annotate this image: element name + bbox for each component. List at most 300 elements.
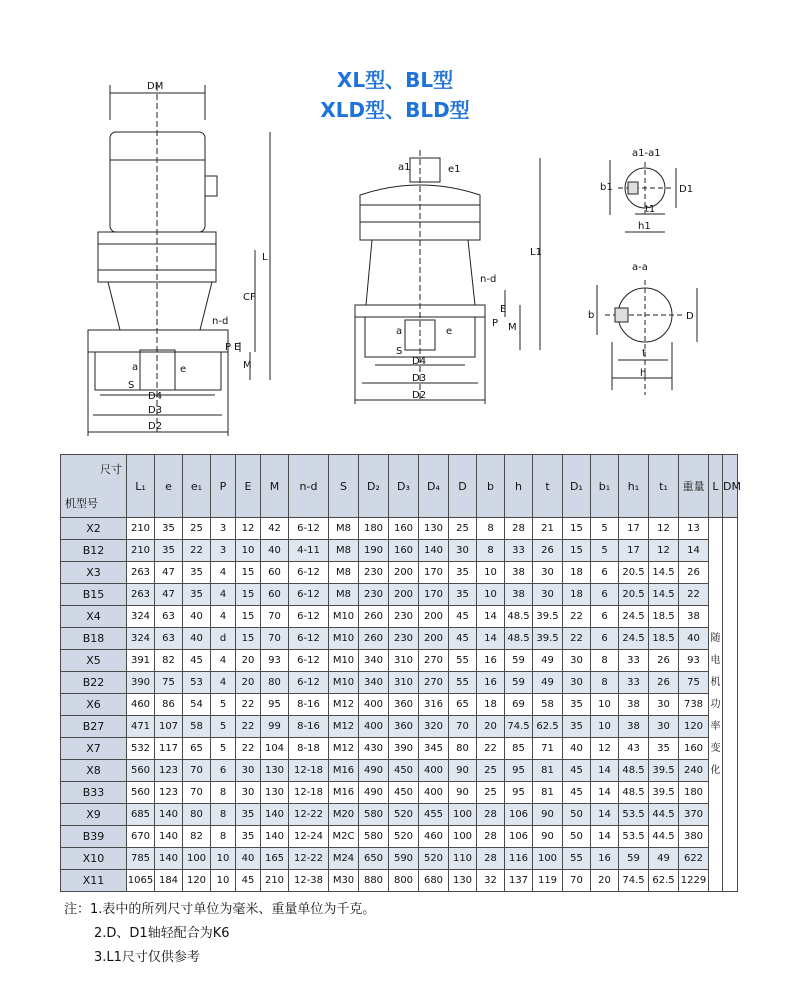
model-cell: X6 bbox=[61, 694, 127, 716]
value-cell: 340 bbox=[359, 672, 389, 694]
value-cell: 33 bbox=[619, 650, 649, 672]
value-cell: 6-12 bbox=[289, 518, 329, 540]
value-cell: 680 bbox=[419, 870, 449, 892]
value-cell: 38 bbox=[619, 694, 649, 716]
value-cell: 22 bbox=[236, 738, 261, 760]
value-cell: 20.5 bbox=[619, 562, 649, 584]
value-cell: 270 bbox=[419, 672, 449, 694]
value-cell: 15 bbox=[236, 562, 261, 584]
value-cell: 200 bbox=[419, 606, 449, 628]
value-cell: 6 bbox=[591, 628, 619, 650]
value-cell: 106 bbox=[505, 804, 533, 826]
value-cell: 430 bbox=[359, 738, 389, 760]
value-cell: 14 bbox=[591, 804, 619, 826]
value-cell: 22 bbox=[563, 606, 591, 628]
value-cell: 6 bbox=[211, 760, 236, 782]
value-cell: 270 bbox=[419, 650, 449, 672]
value-cell: 16 bbox=[477, 672, 505, 694]
value-cell: 81 bbox=[533, 760, 563, 782]
model-cell: X7 bbox=[61, 738, 127, 760]
value-cell: 130 bbox=[449, 870, 477, 892]
value-cell: 30 bbox=[563, 650, 591, 672]
value-cell: 8 bbox=[591, 650, 619, 672]
drawing-label: D4 bbox=[412, 356, 427, 367]
value-cell: 15 bbox=[563, 540, 591, 562]
value-cell: 100 bbox=[183, 848, 211, 870]
value-cell: 240 bbox=[679, 760, 709, 782]
drawing-label: a1 bbox=[398, 162, 411, 173]
value-cell: 1229 bbox=[679, 870, 709, 892]
value-cell: 170 bbox=[419, 584, 449, 606]
value-cell: 5 bbox=[211, 738, 236, 760]
value-cell: 80 bbox=[261, 672, 289, 694]
value-cell: 18 bbox=[563, 584, 591, 606]
value-cell: 95 bbox=[505, 782, 533, 804]
value-cell: 30 bbox=[236, 782, 261, 804]
value-cell: 16 bbox=[591, 848, 619, 870]
value-cell: 160 bbox=[679, 738, 709, 760]
value-cell: M16 bbox=[329, 760, 359, 782]
value-cell: 40 bbox=[183, 606, 211, 628]
value-cell: M30 bbox=[329, 870, 359, 892]
value-cell: 25 bbox=[183, 518, 211, 540]
value-cell: 90 bbox=[533, 826, 563, 848]
value-cell: 15 bbox=[236, 606, 261, 628]
column-header: D bbox=[449, 455, 477, 518]
value-cell: 12 bbox=[649, 540, 679, 562]
drawing-label: a1-a1 bbox=[632, 148, 661, 159]
value-cell: 59 bbox=[505, 650, 533, 672]
value-cell: 10 bbox=[236, 540, 261, 562]
value-cell: 100 bbox=[449, 804, 477, 826]
value-cell: 670 bbox=[127, 826, 155, 848]
value-cell: 230 bbox=[389, 606, 419, 628]
value-cell: 5 bbox=[211, 694, 236, 716]
value-cell: 310 bbox=[389, 650, 419, 672]
value-cell: M24 bbox=[329, 848, 359, 870]
technical-drawing bbox=[0, 0, 790, 450]
value-cell: 18.5 bbox=[649, 628, 679, 650]
value-cell: 12-18 bbox=[289, 760, 329, 782]
drawing-label: DM bbox=[147, 81, 164, 92]
value-cell: 45 bbox=[183, 650, 211, 672]
value-cell: 40 bbox=[261, 540, 289, 562]
value-cell: 65 bbox=[449, 694, 477, 716]
value-cell: 22 bbox=[236, 716, 261, 738]
value-cell: 30 bbox=[449, 540, 477, 562]
model-cell: X3 bbox=[61, 562, 127, 584]
value-cell: 47 bbox=[155, 584, 183, 606]
value-cell: 39.5 bbox=[533, 628, 563, 650]
value-cell: 390 bbox=[127, 672, 155, 694]
model-cell: X2 bbox=[61, 518, 127, 540]
value-cell: 40 bbox=[679, 628, 709, 650]
drawing-label: e1 bbox=[448, 164, 461, 175]
value-cell: 74.5 bbox=[619, 870, 649, 892]
value-cell: 22 bbox=[236, 694, 261, 716]
value-cell: 450 bbox=[389, 782, 419, 804]
value-cell: 10 bbox=[477, 584, 505, 606]
drawing-label: S bbox=[128, 380, 135, 391]
value-cell: 8-16 bbox=[289, 716, 329, 738]
value-cell: 3 bbox=[211, 518, 236, 540]
value-cell: 38 bbox=[505, 562, 533, 584]
value-cell: 8 bbox=[211, 782, 236, 804]
value-cell: 391 bbox=[127, 650, 155, 672]
value-cell: 35 bbox=[449, 584, 477, 606]
value-cell: 6-12 bbox=[289, 628, 329, 650]
drawing-label: D1 bbox=[679, 184, 694, 195]
value-cell: M20 bbox=[329, 804, 359, 826]
drawing-label: n-d bbox=[212, 316, 229, 327]
value-cell: 22 bbox=[183, 540, 211, 562]
column-header: L₁ bbox=[127, 455, 155, 518]
value-cell: 12-22 bbox=[289, 804, 329, 826]
value-cell: 400 bbox=[419, 782, 449, 804]
drawing-label: b bbox=[588, 310, 595, 321]
value-cell: 62.5 bbox=[649, 870, 679, 892]
value-cell: 35 bbox=[155, 518, 183, 540]
column-header: S bbox=[329, 455, 359, 518]
drawing-label: D2 bbox=[412, 390, 427, 401]
value-cell: 69 bbox=[505, 694, 533, 716]
value-cell: 50 bbox=[563, 804, 591, 826]
column-header: t₁ bbox=[649, 455, 679, 518]
value-cell: 58 bbox=[183, 716, 211, 738]
value-cell: 40 bbox=[236, 848, 261, 870]
value-cell: 14.5 bbox=[649, 562, 679, 584]
value-cell: 8 bbox=[477, 518, 505, 540]
value-cell: 53.5 bbox=[619, 804, 649, 826]
value-cell: 48.5 bbox=[505, 628, 533, 650]
value-cell: 63 bbox=[155, 606, 183, 628]
value-cell: 39.5 bbox=[649, 782, 679, 804]
column-header: D₁ bbox=[563, 455, 591, 518]
drawing-label: e bbox=[180, 364, 187, 375]
value-cell: 14 bbox=[477, 628, 505, 650]
value-cell: 490 bbox=[359, 782, 389, 804]
value-cell: 12-24 bbox=[289, 826, 329, 848]
note-1: 注：1.表中的所列尺寸单位为毫米、重量单位为千克。 bbox=[64, 902, 376, 917]
value-cell: 18 bbox=[563, 562, 591, 584]
value-cell: 180 bbox=[359, 518, 389, 540]
column-header: t bbox=[533, 455, 563, 518]
value-cell: 82 bbox=[155, 650, 183, 672]
value-cell: 14 bbox=[477, 606, 505, 628]
value-cell: 119 bbox=[533, 870, 563, 892]
value-cell: 63 bbox=[155, 628, 183, 650]
value-cell: 53.5 bbox=[619, 826, 649, 848]
drawing-label: D bbox=[686, 311, 694, 322]
value-cell: M10 bbox=[329, 628, 359, 650]
value-cell: 26 bbox=[533, 540, 563, 562]
column-header: h bbox=[505, 455, 533, 518]
value-cell: 200 bbox=[389, 562, 419, 584]
value-cell: 490 bbox=[359, 760, 389, 782]
value-cell: 22 bbox=[477, 738, 505, 760]
table-row bbox=[61, 694, 738, 716]
value-cell: 35 bbox=[563, 716, 591, 738]
value-cell: 580 bbox=[359, 804, 389, 826]
value-cell: 82 bbox=[183, 826, 211, 848]
value-cell: M8 bbox=[329, 584, 359, 606]
value-cell: 4-11 bbox=[289, 540, 329, 562]
value-cell: 35 bbox=[183, 584, 211, 606]
table-header-row bbox=[61, 455, 738, 518]
value-cell: 210 bbox=[127, 540, 155, 562]
dimension-table bbox=[60, 454, 741, 892]
value-cell: 450 bbox=[389, 760, 419, 782]
value-cell: M8 bbox=[329, 540, 359, 562]
drawing-label: a-a bbox=[632, 262, 648, 273]
value-cell: 49 bbox=[533, 672, 563, 694]
table-row bbox=[61, 518, 738, 540]
value-cell: 12 bbox=[649, 518, 679, 540]
value-cell: 6 bbox=[591, 584, 619, 606]
model-cell: B22 bbox=[61, 672, 127, 694]
value-cell: 35 bbox=[649, 738, 679, 760]
model-cell: X9 bbox=[61, 804, 127, 826]
model-cell: B18 bbox=[61, 628, 127, 650]
value-cell: 316 bbox=[419, 694, 449, 716]
value-cell: 520 bbox=[419, 848, 449, 870]
value-cell: 95 bbox=[261, 694, 289, 716]
value-cell: 30 bbox=[649, 694, 679, 716]
value-cell: 35 bbox=[155, 540, 183, 562]
drawing-label: P bbox=[492, 318, 499, 329]
value-cell: 455 bbox=[419, 804, 449, 826]
value-cell: 107 bbox=[155, 716, 183, 738]
value-cell: 70 bbox=[563, 870, 591, 892]
drawing-label: CF bbox=[243, 292, 256, 303]
value-cell: 260 bbox=[359, 606, 389, 628]
value-cell: 71 bbox=[533, 738, 563, 760]
value-cell: 28 bbox=[477, 848, 505, 870]
drawing-label: n-d bbox=[480, 274, 497, 285]
value-cell: M12 bbox=[329, 738, 359, 760]
value-cell: 120 bbox=[679, 716, 709, 738]
value-cell: 400 bbox=[419, 760, 449, 782]
value-cell: 4 bbox=[211, 672, 236, 694]
corner-label-model: 机型号 bbox=[65, 497, 98, 510]
value-cell: 43 bbox=[619, 738, 649, 760]
value-cell: 25 bbox=[449, 518, 477, 540]
value-cell: 59 bbox=[505, 672, 533, 694]
value-cell: 200 bbox=[419, 628, 449, 650]
value-cell: 90 bbox=[449, 782, 477, 804]
value-cell: 70 bbox=[261, 628, 289, 650]
column-header: DM bbox=[723, 455, 738, 518]
value-cell: 20.5 bbox=[619, 584, 649, 606]
value-cell: 35 bbox=[449, 562, 477, 584]
value-cell: 1065 bbox=[127, 870, 155, 892]
value-cell: 65 bbox=[183, 738, 211, 760]
note-3: 3.L1尺寸仅供参考 bbox=[94, 950, 200, 965]
value-cell: 35 bbox=[183, 562, 211, 584]
column-header: L bbox=[709, 455, 723, 518]
column-header: D₄ bbox=[419, 455, 449, 518]
value-cell: 340 bbox=[359, 650, 389, 672]
column-header: E bbox=[236, 455, 261, 518]
value-cell: 880 bbox=[359, 870, 389, 892]
title-line-2: XLD型、BLD型 bbox=[320, 98, 470, 122]
value-cell: 18 bbox=[477, 694, 505, 716]
table-row bbox=[61, 870, 738, 892]
value-cell: 130 bbox=[419, 518, 449, 540]
drawing-label: D4 bbox=[148, 391, 163, 402]
value-cell: 70 bbox=[449, 716, 477, 738]
table-row bbox=[61, 584, 738, 606]
value-cell: 12 bbox=[591, 738, 619, 760]
model-cell: X4 bbox=[61, 606, 127, 628]
value-cell: 685 bbox=[127, 804, 155, 826]
value-cell: 345 bbox=[419, 738, 449, 760]
value-cell: M12 bbox=[329, 716, 359, 738]
value-cell: 30 bbox=[563, 672, 591, 694]
value-cell: 110 bbox=[449, 848, 477, 870]
value-cell: 93 bbox=[261, 650, 289, 672]
value-cell: 4 bbox=[211, 606, 236, 628]
value-cell: 137 bbox=[505, 870, 533, 892]
value-cell: 8 bbox=[211, 804, 236, 826]
value-cell: 45 bbox=[449, 628, 477, 650]
drawing-label: a bbox=[396, 326, 403, 337]
drawing-label: b1 bbox=[600, 182, 613, 193]
value-cell: 20 bbox=[236, 650, 261, 672]
value-cell: 6-12 bbox=[289, 562, 329, 584]
value-cell: 140 bbox=[261, 804, 289, 826]
header-corner-cell bbox=[61, 455, 127, 518]
table-row bbox=[61, 826, 738, 848]
value-cell: 230 bbox=[359, 584, 389, 606]
drawing-label: L bbox=[262, 252, 268, 263]
value-cell: 74.5 bbox=[505, 716, 533, 738]
value-cell: 324 bbox=[127, 606, 155, 628]
value-cell: 263 bbox=[127, 562, 155, 584]
value-cell: 99 bbox=[261, 716, 289, 738]
column-header: e₁ bbox=[183, 455, 211, 518]
column-header: D₃ bbox=[389, 455, 419, 518]
value-cell: 45 bbox=[563, 782, 591, 804]
value-cell: 140 bbox=[155, 848, 183, 870]
value-cell: 6-12 bbox=[289, 584, 329, 606]
model-cell: X11 bbox=[61, 870, 127, 892]
value-cell: 360 bbox=[389, 716, 419, 738]
value-cell: 130 bbox=[261, 782, 289, 804]
value-cell: 180 bbox=[679, 782, 709, 804]
value-cell: 38 bbox=[505, 584, 533, 606]
value-cell: 12-18 bbox=[289, 782, 329, 804]
value-cell: 24.5 bbox=[619, 628, 649, 650]
value-cell: 210 bbox=[261, 870, 289, 892]
value-cell: 10 bbox=[211, 870, 236, 892]
value-cell: 14 bbox=[591, 760, 619, 782]
value-cell: 58 bbox=[533, 694, 563, 716]
value-cell: 32 bbox=[477, 870, 505, 892]
value-cell: 90 bbox=[449, 760, 477, 782]
drawing-label: E bbox=[500, 304, 507, 315]
drawing-label: L1 bbox=[530, 247, 542, 258]
value-cell: 22 bbox=[679, 584, 709, 606]
value-cell: 12-38 bbox=[289, 870, 329, 892]
value-cell: 85 bbox=[505, 738, 533, 760]
value-cell: 200 bbox=[389, 584, 419, 606]
value-cell: 60 bbox=[261, 584, 289, 606]
value-cell: 62.5 bbox=[533, 716, 563, 738]
value-cell: 25 bbox=[477, 782, 505, 804]
table-row bbox=[61, 716, 738, 738]
value-cell: 8 bbox=[211, 826, 236, 848]
value-cell: 100 bbox=[449, 826, 477, 848]
value-cell: 30 bbox=[236, 760, 261, 782]
drawing-label: D3 bbox=[148, 405, 163, 416]
column-header: M bbox=[261, 455, 289, 518]
value-cell: 54 bbox=[183, 694, 211, 716]
value-cell: 33 bbox=[505, 540, 533, 562]
table-row bbox=[61, 848, 738, 870]
value-cell: 30 bbox=[649, 716, 679, 738]
value-cell: 55 bbox=[449, 672, 477, 694]
value-cell: 320 bbox=[419, 716, 449, 738]
value-cell: 170 bbox=[419, 562, 449, 584]
value-cell: 45 bbox=[236, 870, 261, 892]
value-cell: 8-18 bbox=[289, 738, 329, 760]
drawing-label: D2 bbox=[148, 421, 163, 432]
value-cell: 21 bbox=[533, 518, 563, 540]
drawing-label: M bbox=[508, 322, 517, 333]
value-cell: 230 bbox=[359, 562, 389, 584]
value-cell: 22 bbox=[563, 628, 591, 650]
value-cell: 160 bbox=[389, 518, 419, 540]
value-cell: 17 bbox=[619, 540, 649, 562]
value-cell: 70 bbox=[261, 606, 289, 628]
value-cell: 230 bbox=[389, 628, 419, 650]
model-cell: X5 bbox=[61, 650, 127, 672]
value-cell: 560 bbox=[127, 782, 155, 804]
model-cell: X8 bbox=[61, 760, 127, 782]
value-cell: 190 bbox=[359, 540, 389, 562]
value-cell: 12-22 bbox=[289, 848, 329, 870]
value-cell: 24.5 bbox=[619, 606, 649, 628]
value-cell: 42 bbox=[261, 518, 289, 540]
table-row bbox=[61, 606, 738, 628]
value-cell: 44.5 bbox=[649, 826, 679, 848]
value-cell: M16 bbox=[329, 782, 359, 804]
column-header: 重量 bbox=[679, 455, 709, 518]
value-cell: 17 bbox=[619, 518, 649, 540]
value-cell: 60 bbox=[261, 562, 289, 584]
merged-note-cell: 随电机功率变化 bbox=[709, 518, 723, 892]
value-cell: M10 bbox=[329, 650, 359, 672]
value-cell: 26 bbox=[649, 650, 679, 672]
value-cell: 10 bbox=[477, 562, 505, 584]
value-cell: 28 bbox=[505, 518, 533, 540]
table-row bbox=[61, 738, 738, 760]
table-row bbox=[61, 628, 738, 650]
model-cell: X10 bbox=[61, 848, 127, 870]
value-cell: 90 bbox=[533, 804, 563, 826]
value-cell: 39.5 bbox=[533, 606, 563, 628]
value-cell: 400 bbox=[359, 716, 389, 738]
value-cell: 15 bbox=[236, 628, 261, 650]
model-cell: B33 bbox=[61, 782, 127, 804]
merged-blank-cell bbox=[723, 518, 738, 892]
value-cell: 35 bbox=[236, 826, 261, 848]
value-cell: 460 bbox=[127, 694, 155, 716]
value-cell: 130 bbox=[261, 760, 289, 782]
model-cell: B15 bbox=[61, 584, 127, 606]
value-cell: 35 bbox=[236, 804, 261, 826]
